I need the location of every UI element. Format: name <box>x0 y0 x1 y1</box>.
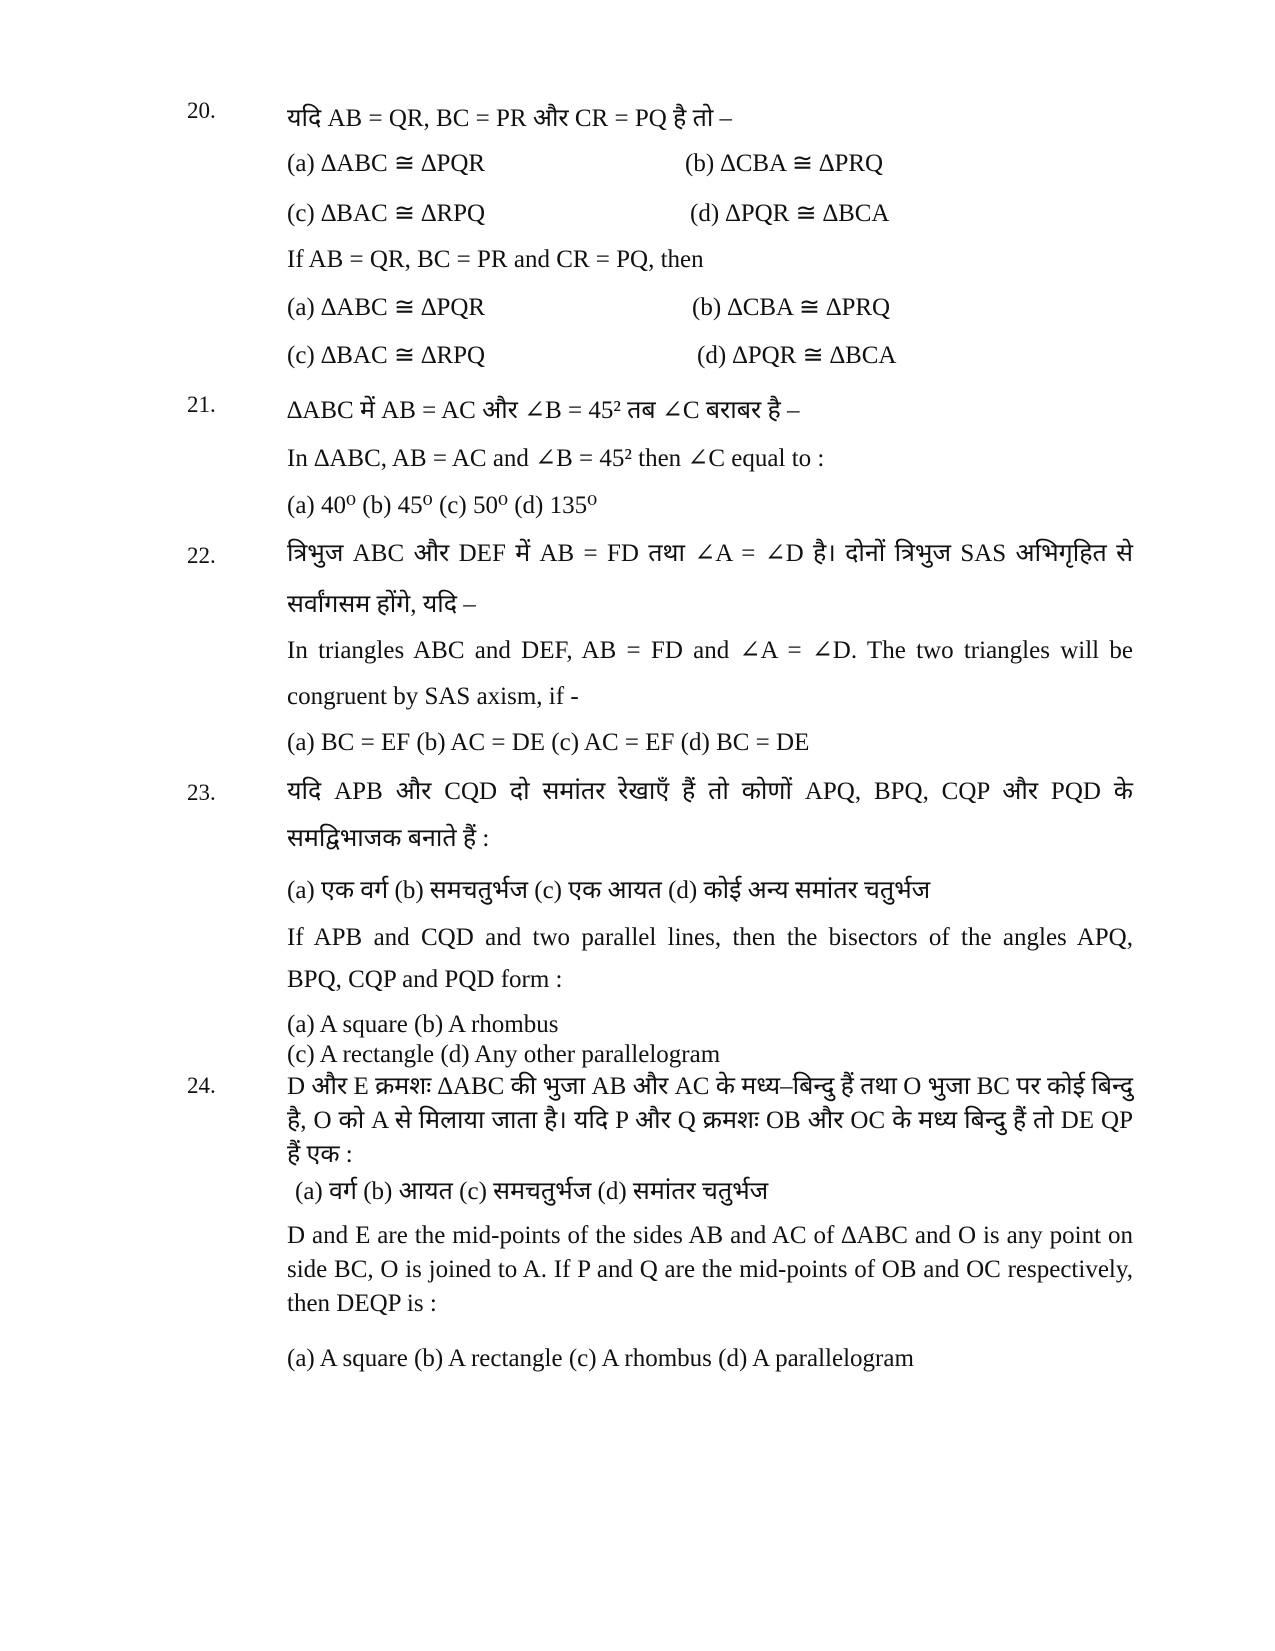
option-c-english: (c) ∆BAC ≅ ∆RPQ <box>287 342 486 369</box>
question-stem-english: If APB and CQD and two parallel lines, then the bisectors of the angles APQ, <box>287 924 1133 951</box>
question-stem-hindi: त्रिभुज ABC और DEF में AB = FD तथा ∠A = ∠D है। दोनों त्रिभुज SAS अभिगृहित से <box>287 540 1133 567</box>
question-stem-english-cont: congruent by SAS axism, if - <box>287 683 579 710</box>
question-stem-english: If AB = QR, BC = PR and CR = PQ, then <box>287 246 704 273</box>
question-stem-hindi: यदि AB = QR, BC = PR और CR = PQ है तो – <box>287 105 733 132</box>
question-stem-english: D and E are the mid-points of the sides AB and AC of ∆ABC and O is any point on side BC, O is joined to A. If P and Q are the mid-points of OB and OC respectively, then DEQP is : <box>287 1222 1133 1317</box>
question-number: 24. <box>187 1073 216 1098</box>
options-hindi: (a) एक वर्ग (b) समचतुर्भज (c) एक आयत (d) कोई अन्य समांतर चतुर्भज <box>287 877 931 904</box>
question-stem-hindi: यदि APB और CQD दो समांतर रेखाएँ हैं तो कोणों APQ, BPQ, CQP और PQD के <box>287 778 1133 805</box>
options-hindi: (a) वर्ग (b) आयत (c) समचतुर्भज (d) समांतर चतुर्भज <box>295 1178 769 1205</box>
option-b-hindi: (b) ∆CBA ≅ ∆PRQ <box>685 150 884 177</box>
option-d-english: (d) ∆PQR ≅ ∆BCA <box>697 342 897 369</box>
options-line: (a) BC = EF (b) AC = DE (c) AC = EF (d) BC = DE <box>287 729 810 756</box>
option-b-english: (b) ∆CBA ≅ ∆PRQ <box>692 294 891 321</box>
option-d-hindi: (d) ∆PQR ≅ ∆BCA <box>690 200 890 227</box>
question-number: 21. <box>187 392 216 417</box>
question-stem-hindi-cont: सर्वांगसम होंगे, यदि – <box>287 591 476 618</box>
question-stem-english-cont: BPQ, CQP and PQD form : <box>287 966 563 993</box>
question-stem-english: In triangles ABC and DEF, AB = FD and ∠A = ∠D. The two triangles will be <box>287 637 1133 664</box>
question-number: 20. <box>187 98 216 123</box>
question-stem-english: In ∆ABC, AB = AC and ∠B = 45² then ∠C equal to : <box>287 445 825 472</box>
options-english: (a) A square (b) A rectangle (c) A rhombus (d) A parallelogram <box>287 1345 914 1372</box>
options-english: (a) A square (b) A rhombus <box>287 1011 559 1038</box>
question-stem-hindi-cont: समद्विभाजक बनाते हैं : <box>287 825 490 852</box>
options-english-cont: (c) A rectangle (d) Any other parallelogram <box>287 1041 721 1068</box>
option-a-hindi: (a) ∆ABC ≅ ∆PQR <box>287 150 486 177</box>
options-line: (a) 40⁰ (b) 45⁰ (c) 50⁰ (d) 135⁰ <box>287 492 598 519</box>
option-c-hindi: (c) ∆BAC ≅ ∆RPQ <box>287 200 486 227</box>
question-number: 23. <box>187 780 216 805</box>
question-stem-hindi: ∆ABC में AB = AC और ∠B = 45² तब ∠C बराबर है – <box>287 397 800 424</box>
question-number: 22. <box>187 543 216 568</box>
question-stem-hindi: D और E क्रमशः ∆ABC की भुजा AB और AC के मध्य–बिन्दु हैं तथा O भुजा BC पर कोई बिन्दु है, O को A से मिलाया जाता है। यदि P और Q क्रमशः OB और OC के मध्य बिन्दु हैं तो DE QP हैं एक : <box>287 1073 1133 1168</box>
option-a-english: (a) ∆ABC ≅ ∆PQR <box>287 294 486 321</box>
